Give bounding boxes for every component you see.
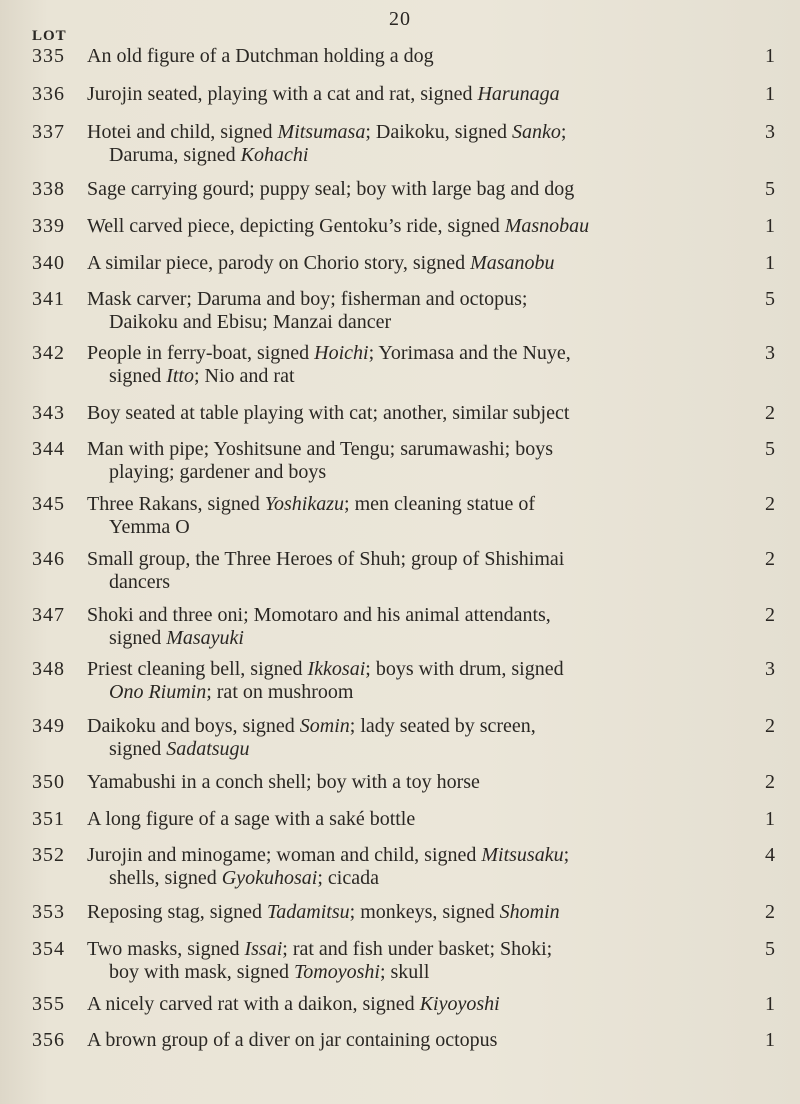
lot-description bbox=[87, 715, 737, 761]
lot-number: 337 bbox=[32, 121, 65, 143]
lot-number: 341 bbox=[32, 288, 65, 310]
lot-quantity: 5 bbox=[765, 288, 775, 310]
lot-quantity: 5 bbox=[765, 178, 775, 200]
description-line: Hotei and child, signed Mitsumasa; Daikoku, signed Sanko; bbox=[87, 121, 567, 143]
lot-number: 349 bbox=[32, 715, 65, 737]
lot-number: 345 bbox=[32, 493, 65, 515]
lot-description bbox=[87, 993, 737, 1016]
description-line: Reposing stag, signed Tadamitsu; monkeys, signed Shomin bbox=[87, 901, 560, 923]
description-line: An old figure of a Dutchman holding a dog bbox=[87, 45, 434, 67]
lot-number: 356 bbox=[32, 1029, 65, 1051]
description-continuation-line: Daruma, signed Kohachi bbox=[109, 144, 309, 166]
lot-number: 352 bbox=[32, 844, 65, 866]
lot-number: 351 bbox=[32, 808, 65, 830]
lot-number: 353 bbox=[32, 901, 65, 923]
description-line: People in ferry-boat, signed Hoichi; Yorimasa and the Nuye, bbox=[87, 342, 571, 364]
description-line: Jurojin and minogame; woman and child, signed Mitsusaku; bbox=[87, 844, 570, 866]
description-line: Three Rakans, signed Yoshikazu; men cleaning statue of bbox=[87, 493, 536, 515]
description-continuation-line: Daikoku and Ebisu; Manzai dancer bbox=[109, 311, 392, 333]
lot-number: 348 bbox=[32, 658, 65, 680]
lot-quantity: 1 bbox=[765, 808, 775, 830]
description-continuation-line: shells, signed Gyokuhosai; cicada bbox=[109, 867, 379, 889]
signature-name: Ono Riumin bbox=[109, 681, 207, 703]
lot-number: 343 bbox=[32, 402, 65, 424]
lot-quantity: 2 bbox=[765, 402, 775, 424]
lot-number: 344 bbox=[32, 438, 65, 460]
description-line: A nicely carved rat with a daikon, signed Kiyoyoshi bbox=[87, 993, 500, 1015]
signature-name: Masnobau bbox=[504, 215, 590, 237]
lot-description bbox=[87, 45, 737, 68]
lot-quantity: 2 bbox=[765, 715, 775, 737]
lot-column-header: LOT bbox=[32, 28, 67, 44]
lot-description bbox=[87, 178, 737, 201]
lot-quantity: 3 bbox=[765, 121, 775, 143]
lot-description bbox=[87, 438, 737, 484]
signature-name: Itto bbox=[166, 365, 194, 387]
signature-name: Kiyoyoshi bbox=[419, 993, 500, 1015]
page-number: 20 bbox=[389, 8, 411, 30]
description-line: A long figure of a sage with a saké bottle bbox=[87, 808, 416, 830]
lot-number: 342 bbox=[32, 342, 65, 364]
lot-quantity: 3 bbox=[765, 658, 775, 680]
signature-name: Issai bbox=[244, 938, 283, 960]
signature-name: Masanobu bbox=[470, 252, 555, 274]
lot-description bbox=[87, 938, 737, 984]
description-line: Well carved piece, depicting Gentoku’s ride, signed Masnobau bbox=[87, 215, 590, 237]
lot-description bbox=[87, 121, 737, 167]
lot-number: 355 bbox=[32, 993, 65, 1015]
lot-description bbox=[87, 658, 737, 704]
lot-description bbox=[87, 808, 737, 831]
lot-quantity: 1 bbox=[765, 252, 775, 274]
signature-name: Yoshikazu bbox=[264, 493, 345, 515]
description-line: Boy seated at table playing with cat; another, similar subject bbox=[87, 402, 570, 424]
lot-description bbox=[87, 342, 737, 388]
lot-description bbox=[87, 1029, 737, 1052]
description-continuation-line: Ono Riumin; rat on mushroom bbox=[109, 681, 354, 703]
description-line: Small group, the Three Heroes of Shuh; group of Shishimai bbox=[87, 548, 565, 570]
lot-quantity: 5 bbox=[765, 938, 775, 960]
description-continuation-line: boy with mask, signed Tomoyoshi; skull bbox=[109, 961, 430, 983]
lot-quantity: 4 bbox=[765, 844, 775, 866]
signature-name: Ikkosai bbox=[307, 658, 366, 680]
lot-quantity: 3 bbox=[765, 342, 775, 364]
signature-name: Sanko bbox=[511, 121, 561, 143]
description-continuation-line: playing; gardener and boys bbox=[109, 461, 327, 483]
description-line: Priest cleaning bell, signed Ikkosai; boys with drum, signed bbox=[87, 658, 564, 680]
description-line: A brown group of a diver on jar containing octopus bbox=[87, 1029, 498, 1051]
signature-name: Shomin bbox=[499, 901, 560, 923]
lot-quantity: 5 bbox=[765, 438, 775, 460]
lot-number: 350 bbox=[32, 771, 65, 793]
signature-name: Tadamitsu bbox=[267, 901, 350, 923]
lot-number: 335 bbox=[32, 45, 65, 67]
lot-description bbox=[87, 288, 737, 334]
signature-name: Gyokuhosai bbox=[221, 867, 318, 889]
description-continuation-line: signed Masayuki bbox=[109, 627, 244, 649]
lot-description bbox=[87, 215, 737, 238]
lot-quantity: 2 bbox=[765, 604, 775, 626]
lot-number: 339 bbox=[32, 215, 65, 237]
lot-description bbox=[87, 83, 737, 106]
lot-number: 340 bbox=[32, 252, 65, 274]
description-line: Jurojin seated, playing with a cat and rat, signed Harunaga bbox=[87, 83, 560, 105]
lot-number: 336 bbox=[32, 83, 65, 105]
signature-name: Mitsumasa bbox=[277, 121, 366, 143]
description-line: Daikoku and boys, signed Somin; lady seated by screen, bbox=[87, 715, 536, 737]
description-line: Man with pipe; Yoshitsune and Tengu; sarumawashi; boys bbox=[87, 438, 553, 460]
lot-description bbox=[87, 844, 737, 890]
signature-name: Masayuki bbox=[166, 627, 244, 649]
lot-description bbox=[87, 252, 737, 275]
signature-name: Hoichi bbox=[314, 342, 369, 364]
signature-name: Harunaga bbox=[477, 83, 560, 105]
lot-quantity: 2 bbox=[765, 548, 775, 570]
description-line: Sage carrying gourd; puppy seal; boy with large bag and dog bbox=[87, 178, 575, 200]
lot-description bbox=[87, 771, 737, 794]
description-line: Yamabushi in a conch shell; boy with a toy horse bbox=[87, 771, 480, 793]
description-line: Mask carver; Daruma and boy; fisherman and octopus; bbox=[87, 288, 528, 310]
lot-description bbox=[87, 402, 737, 425]
lot-number: 346 bbox=[32, 548, 65, 570]
lot-quantity: 1 bbox=[765, 45, 775, 67]
description-line: Shoki and three oni; Momotaro and his animal attendants, bbox=[87, 604, 551, 626]
lot-description bbox=[87, 604, 737, 650]
lot-quantity: 2 bbox=[765, 771, 775, 793]
signature-name: Kohachi bbox=[240, 144, 309, 166]
description-continuation-line: signed Sadatsugu bbox=[109, 738, 250, 760]
lot-quantity: 1 bbox=[765, 1029, 775, 1051]
lot-description bbox=[87, 493, 737, 539]
lot-quantity: 2 bbox=[765, 493, 775, 515]
description-line: Two masks, signed Issai; rat and fish under basket; Shoki; bbox=[87, 938, 553, 960]
signature-name: Tomoyoshi bbox=[294, 961, 380, 983]
signature-name: Somin bbox=[299, 715, 350, 737]
lot-quantity: 1 bbox=[765, 993, 775, 1015]
lot-description bbox=[87, 548, 737, 594]
lot-quantity: 2 bbox=[765, 901, 775, 923]
description-continuation-line: Yemma O bbox=[109, 516, 190, 538]
lot-description bbox=[87, 901, 737, 924]
signature-name: Sadatsugu bbox=[166, 738, 250, 760]
description-line: A similar piece, parody on Chorio story, signed Masanobu bbox=[87, 252, 555, 274]
lot-quantity: 1 bbox=[765, 83, 775, 105]
description-continuation-line: signed Itto; Nio and rat bbox=[109, 365, 295, 387]
description-continuation-line: dancers bbox=[109, 571, 171, 593]
lot-number: 354 bbox=[32, 938, 65, 960]
lot-number: 347 bbox=[32, 604, 65, 626]
lot-quantity: 1 bbox=[765, 215, 775, 237]
lot-number: 338 bbox=[32, 178, 65, 200]
signature-name: Mitsusaku bbox=[481, 844, 564, 866]
